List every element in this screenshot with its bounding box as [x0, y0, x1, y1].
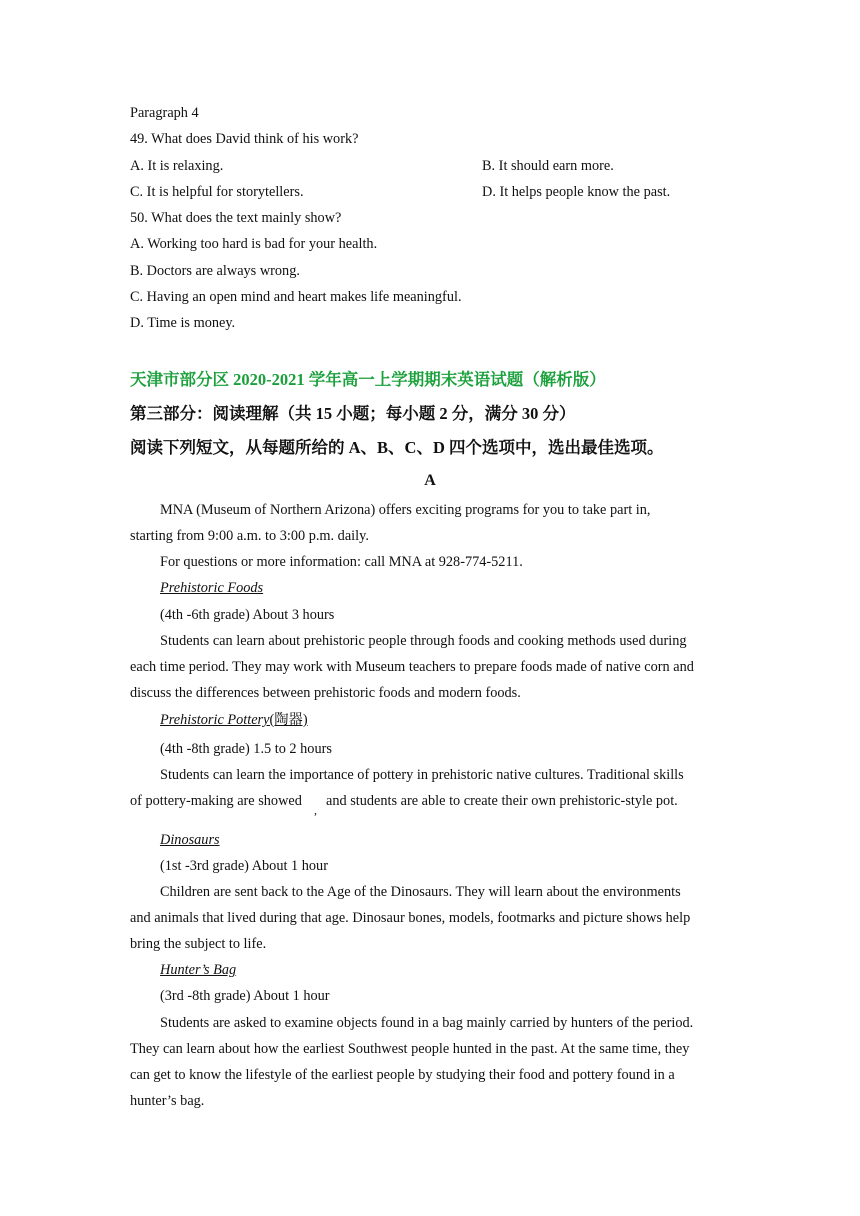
program-desc-line: Children are sent back to the Age of the Dinosaurs. They will learn about the environments: [160, 884, 681, 900]
exam-title: 天津市部分区 2020-2021 学年高一上学期期末英语试题（解析版）: [130, 370, 606, 389]
program-title-dinosaurs: Dinosaurs: [160, 832, 220, 848]
program-grade-prehistoric-foods: (4th -6th grade) About 3 hours: [160, 607, 335, 623]
q49-option-b: B. It should earn more.: [482, 158, 614, 174]
pottery-title-cn: (陶器): [269, 712, 308, 728]
program-desc-line: Students can learn about prehistoric people through foods and cooking methods used during: [160, 633, 687, 649]
program-desc-line: can get to know the lifestyle of the earliest people by studying their food and pottery found in a: [130, 1067, 675, 1083]
program-desc-line: Students can learn the importance of pottery in prehistoric native cultures. Traditional skills: [160, 767, 684, 783]
q50-option-c: C. Having an open mind and heart makes life meaningful.: [130, 289, 462, 305]
q49-option-c: C. It is helpful for storytellers.: [130, 184, 304, 200]
program-desc-line: Students are asked to examine objects found in a bag mainly carried by hunters of the period.: [160, 1015, 694, 1031]
q50-option-d: D. Time is money.: [130, 315, 236, 331]
paragraph-label: Paragraph 4: [130, 105, 199, 121]
program-desc-line: discuss the differences between prehistoric foods and modern foods.: [130, 685, 521, 701]
part-heading: 第三部分：阅读理解（共 15 小题；每小题 2 分，满分 30 分）: [130, 404, 576, 423]
program-title-prehistoric-foods: Prehistoric Foods: [160, 580, 264, 596]
program-desc-line: and animals that lived during that age. Dinosaur bones, models, footmarks and picture shows help: [130, 910, 691, 926]
question-49: 49. What does David think of his work?: [130, 131, 359, 147]
program-desc-line-a: of pottery-making are showed: [130, 793, 302, 809]
program-grade-hunters-bag: (3rd -8th grade) About 1 hour: [160, 988, 330, 1004]
program-desc-line: each time period. They may work with Museum teachers to prepare foods made of native corn and: [130, 659, 694, 675]
stray-comma: ,: [314, 803, 317, 817]
program-grade-prehistoric-pottery: (4th -8th grade) 1.5 to 2 hours: [160, 741, 332, 757]
program-desc-line: hunter’s bag.: [130, 1093, 205, 1109]
program-desc-line: bring the subject to life.: [130, 936, 267, 952]
intro-line-1: MNA (Museum of Northern Arizona) offers exciting programs for you to take part in,: [160, 502, 651, 518]
passage-label: A: [424, 472, 436, 489]
q49-option-a: A. It is relaxing.: [130, 158, 224, 174]
q50-option-a: A. Working too hard is bad for your health.: [130, 236, 378, 252]
pottery-title-en: Prehistoric Pottery: [160, 712, 270, 728]
question-50: 50. What does the text mainly show?: [130, 210, 342, 226]
program-desc-line: They can learn about how the earliest Southwest people hunted in the past. At the same time, they: [130, 1041, 690, 1057]
program-desc-line-b: and students are able to create their own prehistoric-style pot.: [326, 793, 678, 809]
program-title-hunters-bag: Hunter’s Bag: [160, 962, 237, 978]
intro-line-2: starting from 9:00 a.m. to 3:00 p.m. daily.: [130, 528, 369, 544]
program-title-prehistoric-pottery: [160, 711, 308, 729]
contact-line: For questions or more information: call MNA at 928-774-5211.: [160, 554, 523, 570]
q50-option-b: B. Doctors are always wrong.: [130, 263, 300, 279]
q49-option-d: D. It helps people know the past.: [482, 184, 671, 200]
program-grade-dinosaurs: (1st -3rd grade) About 1 hour: [160, 858, 328, 874]
instruction-text: 阅读下列短文，从每题所给的 A、B、C、D 四个选项中，选出最佳选项。: [130, 438, 664, 457]
